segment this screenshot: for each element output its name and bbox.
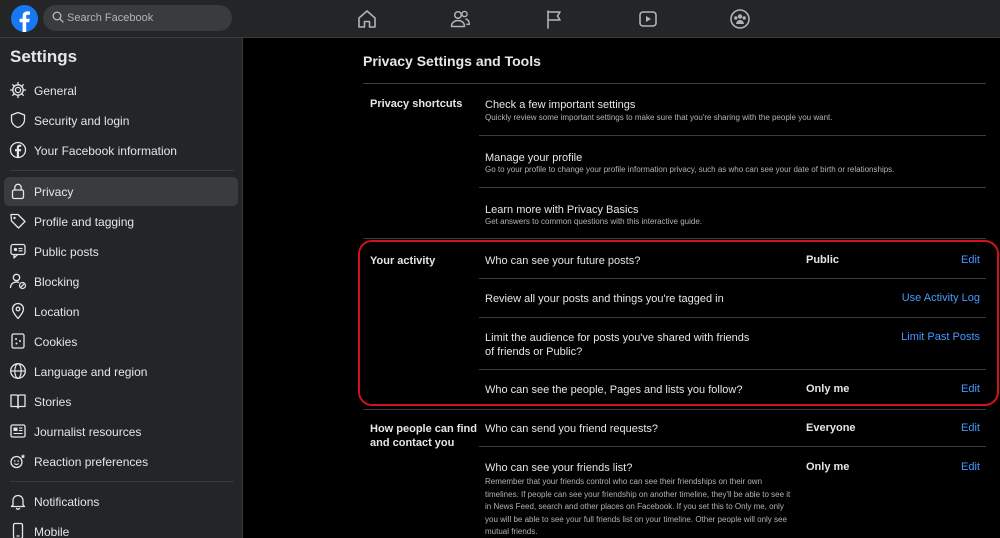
sidebar-item-cookies[interactable]: [4, 327, 238, 356]
sidebar-item-privacy[interactable]: [4, 177, 238, 206]
sidebar-divider: [10, 170, 234, 171]
sidebar-item-label: Your Facebook information: [34, 144, 177, 158]
setting-review-posts-label: Review all your posts and things you're tagged in: [485, 293, 724, 305]
setting-friend-requests-label: Who can send you friend requests?: [485, 423, 659, 435]
watch-icon[interactable]: [637, 8, 659, 30]
sidebar-item-label: Reaction preferences: [34, 455, 149, 469]
stories-book-icon: [9, 392, 27, 410]
friends-list-description: Remember that your friends control who can see their friendships on their own timelines. If people can see your friendship on another timeline, they'll be able to see it in News Feed, search and other places on Facebook. If you set this to Only me, only you will be able to see your full friends list on your timeline. Other people will only see mutual friends.: [485, 477, 791, 536]
sidebar-item-general[interactable]: [4, 76, 238, 105]
setting-friends-list-label: Who can see your friends list?: [485, 462, 633, 474]
sidebar-item-profile-and-tagging[interactable]: [4, 207, 238, 236]
setting-following-visibility-value: Only me: [806, 383, 850, 395]
sidebar-item-mobile[interactable]: [4, 517, 238, 538]
sidebar-item-label: Public posts: [34, 245, 99, 259]
shortcut-privacy-basics-link[interactable]: Learn more with Privacy Basics: [485, 204, 639, 216]
settings-sidebar: [0, 38, 243, 538]
home-icon[interactable]: [356, 8, 378, 30]
shortcut-check-settings-link[interactable]: Check a few important settings: [485, 99, 636, 111]
sidebar-item-label: Stories: [34, 395, 72, 409]
row-divider: [479, 446, 986, 447]
section-divider: [363, 409, 986, 410]
lock-icon: [9, 182, 27, 200]
annotation-highlight-your-activity: [358, 240, 999, 406]
pages-flag-icon[interactable]: [543, 8, 565, 30]
edit-following-visibility-button[interactable]: Edit: [961, 383, 980, 395]
setting-friend-requests-value: Everyone: [806, 422, 856, 434]
mobile-icon: [9, 522, 27, 538]
sidebar-item-reaction-preferences[interactable]: [4, 447, 238, 476]
row-divider: [479, 187, 986, 188]
sidebar-item-label: Location: [34, 305, 80, 319]
sidebar-item-language-and-region[interactable]: [4, 357, 238, 386]
sidebar-item-blocking[interactable]: [4, 267, 238, 296]
search-input[interactable]: [67, 5, 227, 31]
public-posts-icon: [9, 242, 27, 260]
setting-following-visibility-label: Who can see the people, Pages and lists you follow?: [485, 384, 743, 396]
privacy-settings-panel: [243, 38, 1000, 538]
sidebar-item-label: Cookies: [34, 335, 78, 349]
sidebar-item-label: General: [34, 84, 77, 98]
sidebar-divider: [10, 481, 234, 482]
globe-icon: [9, 362, 27, 380]
sidebar-item-label: Notifications: [34, 495, 100, 509]
search-icon: [52, 11, 64, 23]
setting-limit-audience-label: Limit the audience for posts you've shared with friends of friends or Public?: [485, 332, 750, 358]
tag-icon: [9, 212, 27, 230]
section-label-find-and-contact: How people can find and contact you: [370, 423, 477, 449]
sidebar-item-label: Mobile: [34, 525, 70, 538]
section-divider: [363, 238, 986, 239]
use-activity-log-button[interactable]: Use Activity Log: [901, 292, 980, 304]
edit-future-posts-button[interactable]: Edit: [961, 254, 980, 266]
limit-past-posts-button[interactable]: Limit Past Posts: [901, 331, 980, 343]
sidebar-title: Settings: [10, 47, 78, 66]
cookie-icon: [9, 332, 27, 350]
groups-icon[interactable]: [729, 8, 751, 30]
shortcut-description: Quickly review some important settings to make sure that you're sharing with the people you want.: [485, 113, 833, 122]
title-divider: [363, 83, 986, 84]
shortcut-description: Get answers to common questions with this interactive guide.: [485, 217, 702, 226]
sidebar-item-label: Blocking: [34, 275, 80, 289]
sidebar-item-your-facebook-information[interactable]: [4, 136, 238, 165]
top-navigation-bar: [0, 0, 1000, 38]
friends-icon[interactable]: [449, 8, 471, 30]
shield-icon: [9, 111, 27, 129]
edit-friends-list-button[interactable]: Edit: [961, 461, 980, 473]
setting-future-posts-label: Who can see your future posts?: [485, 255, 641, 267]
section-label-privacy-shortcuts: Privacy shortcuts: [370, 98, 463, 110]
sidebar-item-stories[interactable]: [4, 387, 238, 416]
journalist-icon: [9, 422, 27, 440]
search-box[interactable]: [43, 5, 232, 31]
sidebar-item-location[interactable]: [4, 297, 238, 326]
bell-icon: [9, 492, 27, 510]
sidebar-item-label: Profile and tagging: [34, 215, 135, 229]
setting-future-posts-value: Public: [806, 254, 840, 266]
sidebar-item-public-posts[interactable]: [4, 237, 238, 266]
sidebar-item-label: Security and login: [34, 114, 130, 128]
sidebar-item-journalist-resources[interactable]: [4, 417, 238, 446]
sidebar-item-notifications[interactable]: [4, 487, 238, 516]
row-divider: [479, 135, 986, 136]
sidebar-item-security-and-login[interactable]: [4, 106, 238, 135]
facebook-logo-icon[interactable]: [11, 5, 38, 32]
sidebar-item-label: Journalist resources: [34, 425, 142, 439]
facebook-icon: [9, 141, 27, 159]
gear-icon: [9, 81, 27, 99]
blocking-icon: [9, 272, 27, 290]
edit-friend-requests-button[interactable]: Edit: [961, 422, 980, 434]
sidebar-item-label: Privacy: [34, 185, 74, 199]
shortcut-description: Go to your profile to change your profile information privacy, such as who can see your date of birth or relationships.: [485, 165, 895, 174]
shortcut-manage-profile-link[interactable]: Manage your profile: [485, 152, 583, 164]
sidebar-item-label: Language and region: [34, 365, 148, 379]
page-title: Privacy Settings and Tools: [363, 53, 541, 69]
location-pin-icon: [9, 302, 27, 320]
section-label-your-activity: Your activity: [370, 255, 436, 267]
setting-friends-list-value: Only me: [806, 461, 850, 473]
reactions-icon: [9, 452, 27, 470]
